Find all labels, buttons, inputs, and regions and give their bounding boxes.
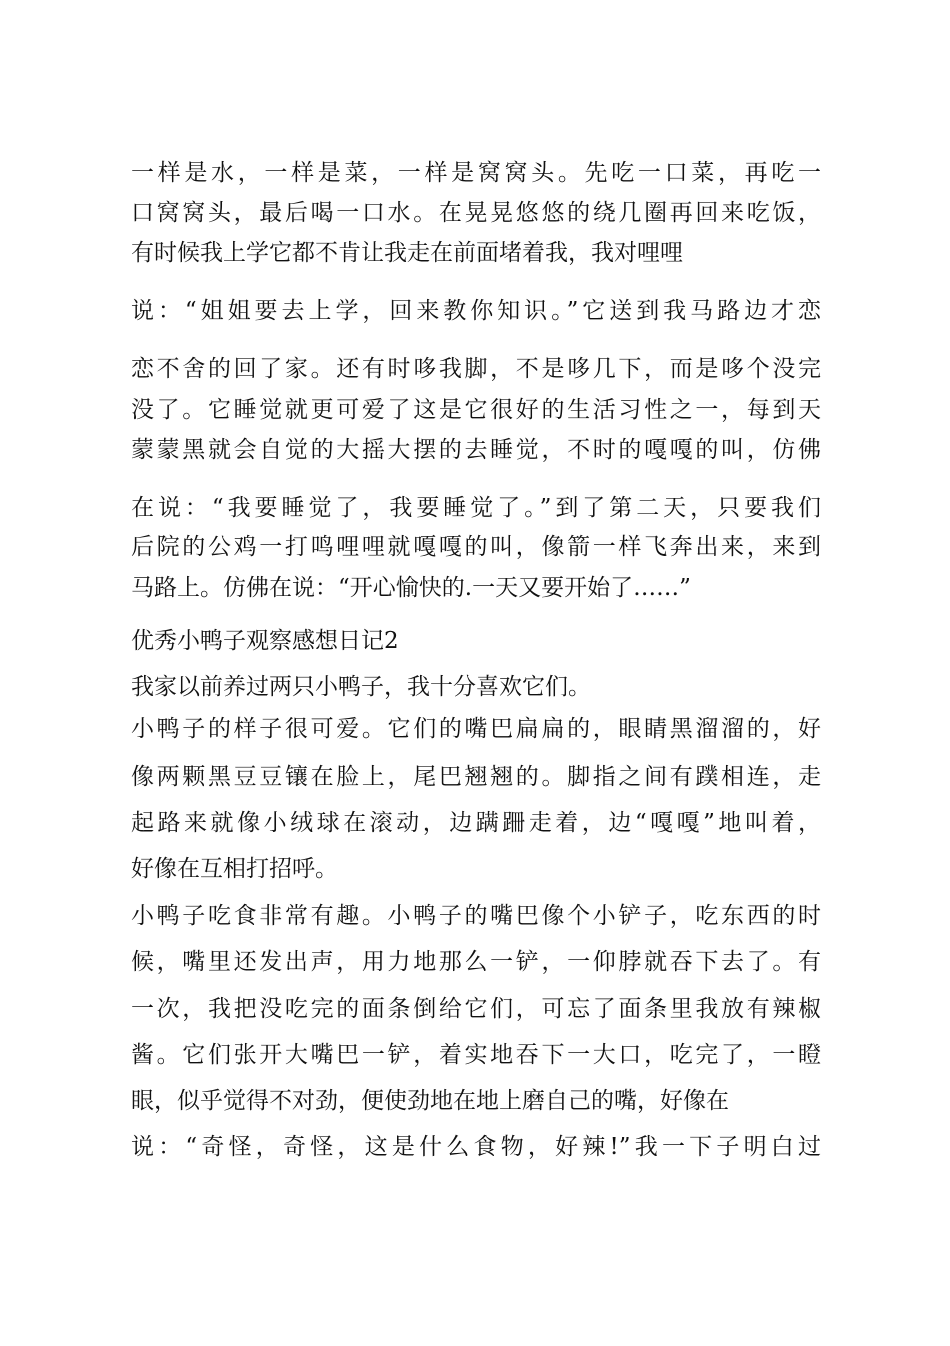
text-line: 蒙蒙黑就会自觉的大摇大摆的去睡觉，不时的嘎嘎的叫，仿佛 <box>131 437 821 463</box>
text-line: 好像在互相打招呼。 <box>131 856 338 882</box>
text-line: 像两颗黑豆豆镶在脸上，尾巴翘翘的。脚指之间有蹼相连，走 <box>131 764 821 790</box>
text-line: 后院的公鸡一打鸣哩哩就嘎嘎的叫，像箭一样飞奔出来，来到 <box>131 534 821 560</box>
text-line: 起路来就像小绒球在滚动，边蹒跚走着，边“嘎嘎”地叫着， <box>131 810 821 836</box>
text-line: 一次，我把没吃完的面条倒给它们，可忘了面条里我放有辣椒 <box>131 996 821 1022</box>
text-line: 小鸭子吃食非常有趣。小鸭子的嘴巴像个小铲子，吃东西的时 <box>131 903 821 929</box>
text-line: 酱。它们张开大嘴巴一铲，着实地吞下一大口，吃完了，一瞪 <box>131 1042 821 1068</box>
text-line: 一样是水，一样是菜，一样是窝窝头。先吃一口菜，再吃一 <box>131 160 821 186</box>
text-line: 恋不舍的回了家。还有时哆我脚，不是哆几下，而是哆个没完 <box>131 356 821 382</box>
text-line: 我家以前养过两只小鸭子，我十分喜欢它们。 <box>131 674 591 700</box>
text-line: 没了。它睡觉就更可爱了这是它很好的生活习性之一，每到天 <box>131 397 821 423</box>
text-line: 说：“奇怪，奇怪，这是什么食物，好辣!”我一下子明白过 <box>131 1134 821 1160</box>
text-line: 有时候我上学它都不肯让我走在前面堵着我，我对哩哩 <box>131 240 683 266</box>
text-line: 小鸭子的样子很可爱。它们的嘴巴扁扁的，眼睛黑溜溜的，好 <box>131 716 821 742</box>
text-line: 候，嘴里还发出声，用力地那么一铲，一仰脖就吞下去了。有 <box>131 949 821 975</box>
text-line: 口窝窝头，最后喝一口水。在晃晃悠悠的绕几圈再回来吃饭， <box>131 200 821 226</box>
text-line: 说：“姐姐要去上学，回来教你知识。”它送到我马路边才恋 <box>131 298 821 324</box>
section-heading: 优秀小鸭子观察感想日记2 <box>131 628 399 654</box>
text-line: 眼，似乎觉得不对劲，便使劲地在地上磨自己的嘴，好像在 <box>131 1088 729 1114</box>
text-line: 在说：“我要睡觉了，我要睡觉了。”到了第二天，只要我们 <box>131 495 821 521</box>
text-line: 马路上。仿佛在说：“开心愉快的.一天又要开始了……” <box>131 575 691 601</box>
